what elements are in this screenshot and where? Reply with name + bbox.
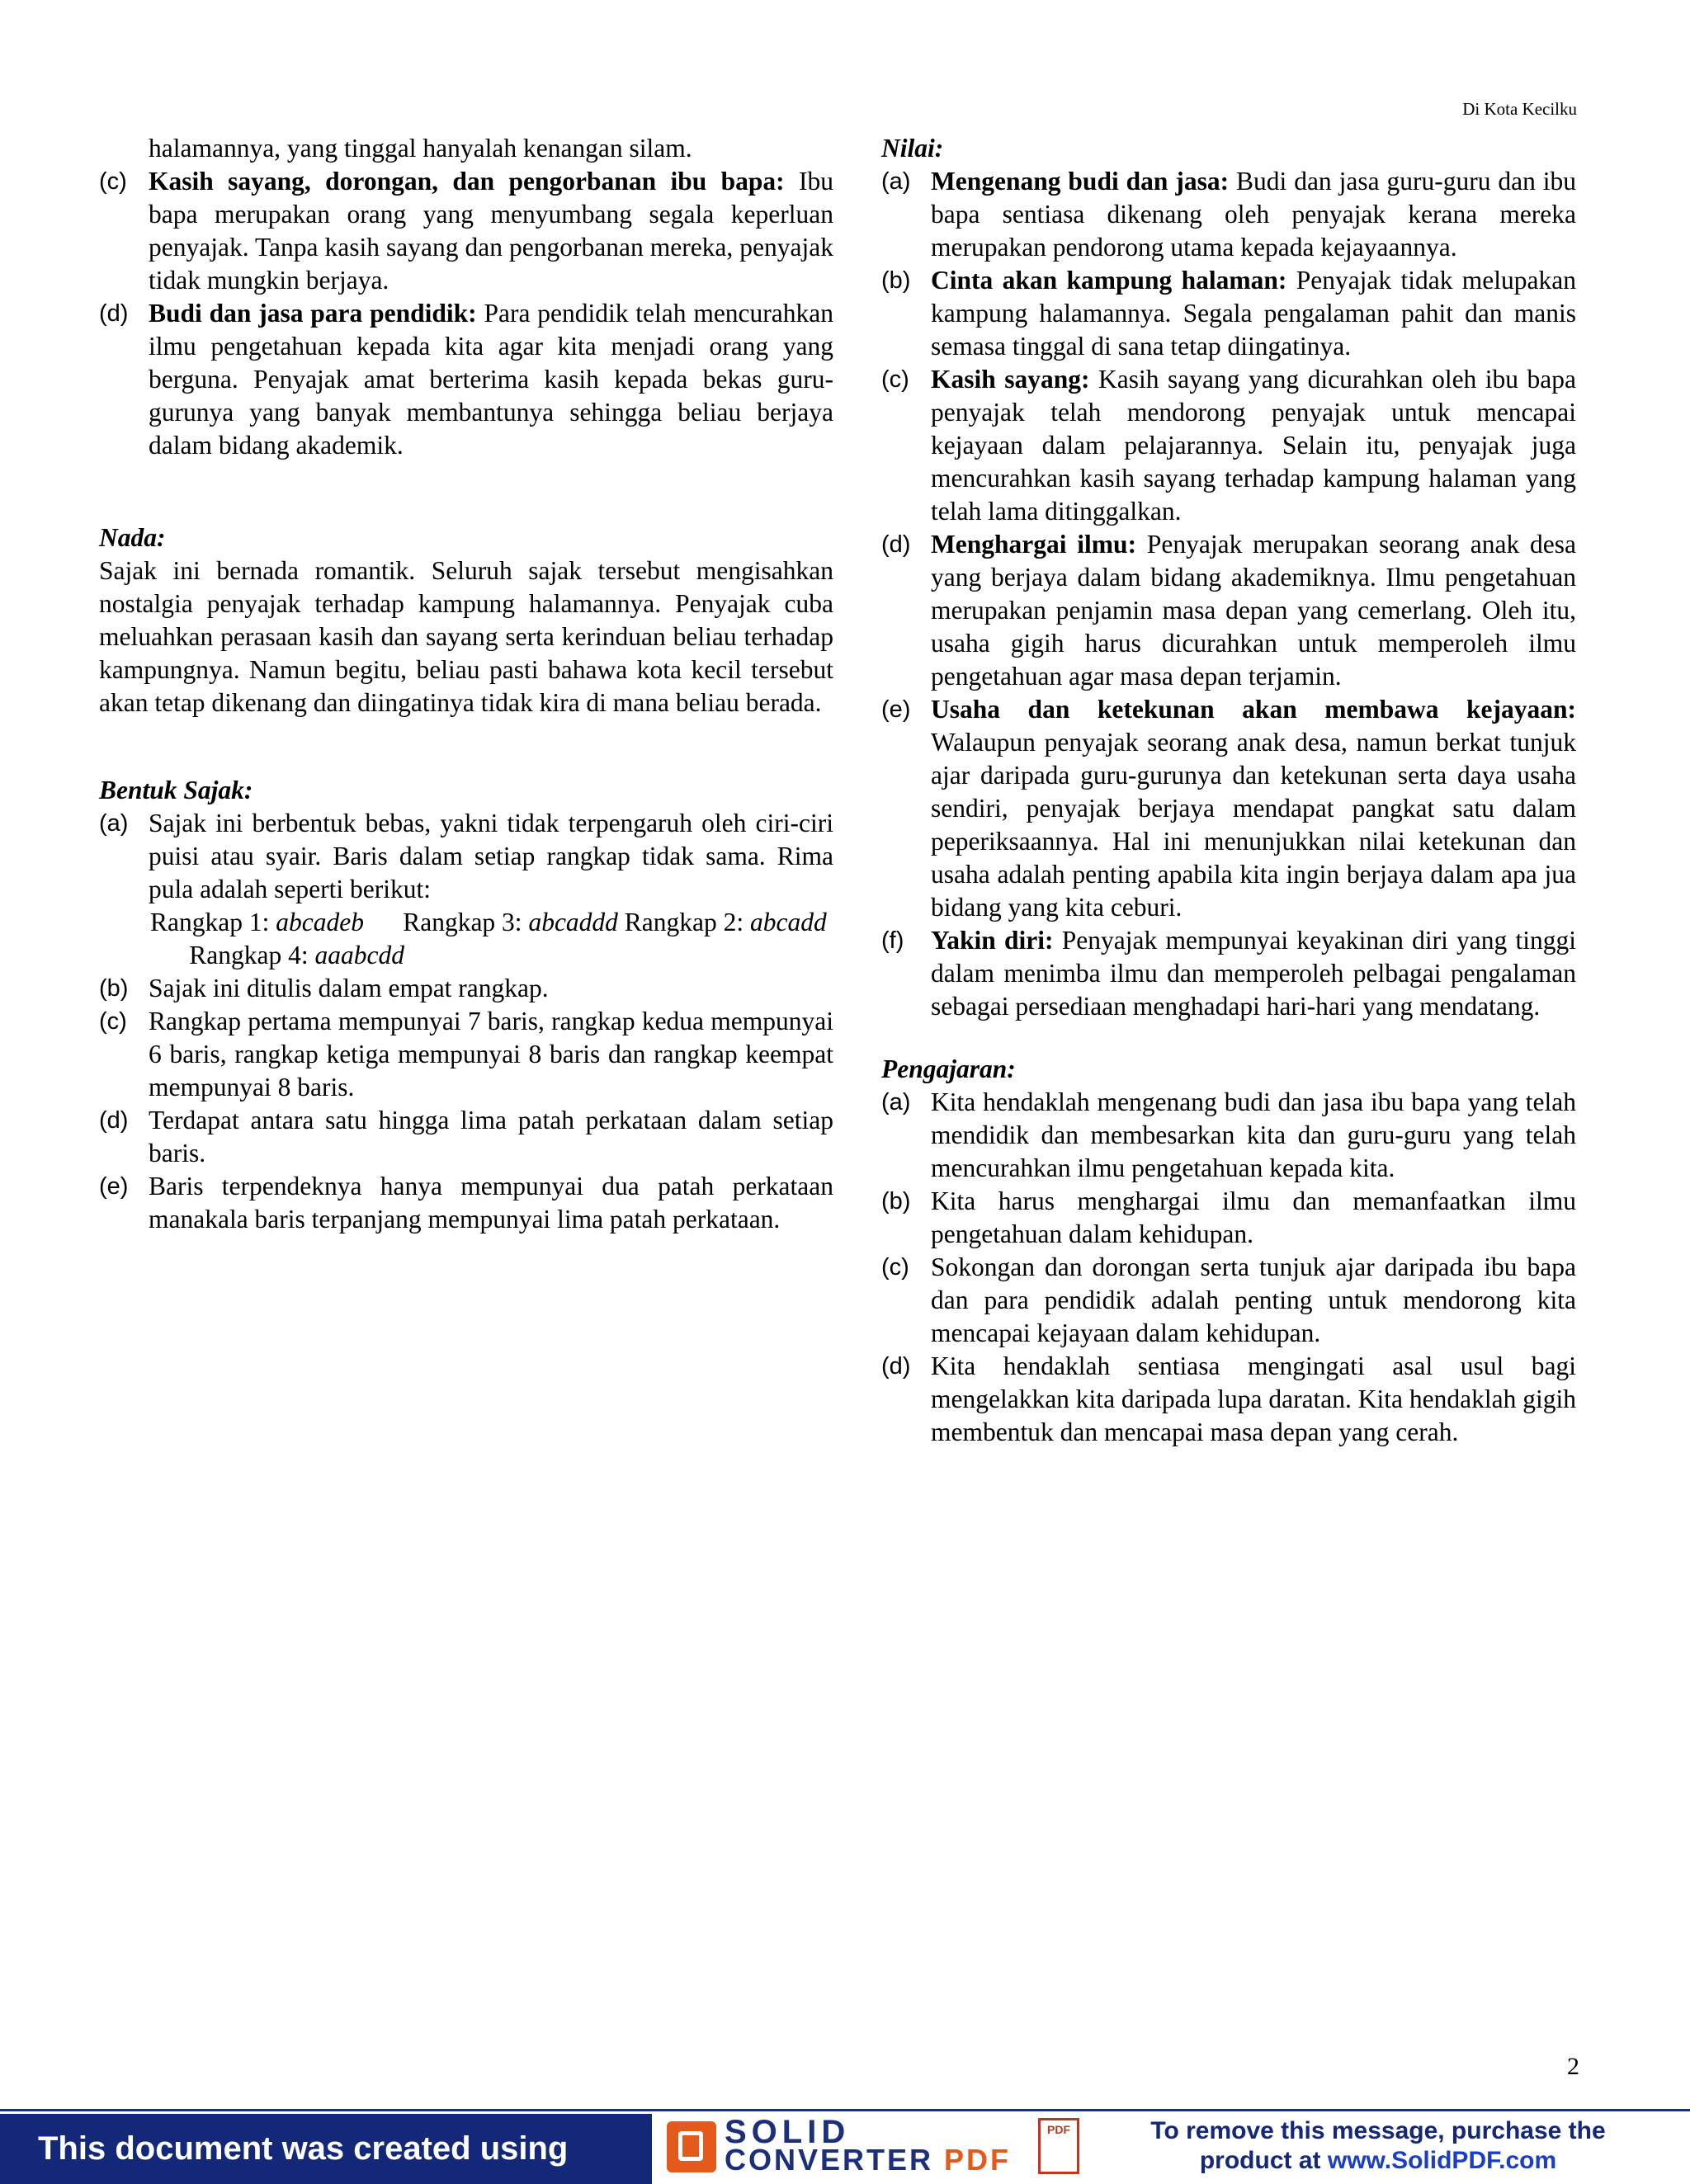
logo-converter: CONVERTER [725,2143,934,2177]
section-title-nada: Nada: [99,523,166,552]
rangkap-value: abcadeb [276,908,364,936]
list-item [881,1350,1576,1449]
solid-converter-logo [667,2114,1079,2181]
item-label: (d) [99,300,129,327]
list-item [881,363,1576,528]
item-label: (c) [881,366,909,393]
logo-pdf: PDF [944,2143,1012,2177]
item-text: Walaupun penyajak seorang anak desa, namun berkat tunjuk ajar daripada guru-gurunya dan ketekunan serta daya usaha sendiri, penyajak berjaya mendapat pangkat satu dalam peperiksaannya. Hal ini menunjukkan nilai ketekunan dan usaha adalah penting apabila kita ingin berjaya dalam apa jua bidang yang kita ceburi. [931,728,1576,922]
item-text: Sokongan dan dorongan serta tunjuk ajar daripada ibu bapa dan para pendidik adalah penting untuk mendorong kita mencapai kejayaan dalam kehidupan. [931,1252,1576,1347]
rangkap-label: Rangkap 4: [189,941,309,969]
item-label: (d) [99,1107,129,1134]
list-item [99,972,833,1005]
item-label: (c) [881,1254,909,1281]
item-text: Penyajak merupakan seorang anak desa yang berjaya dalam bidang akademiknya. Ilmu pengetahuan merupakan penjamin masa depan yang cemerlang. Oleh itu, usaha gigih harus dicurahkan untuk memperoleh ilmu pengetahuan agar masa depan terjamin. [931,530,1576,691]
banner-right-line-1: To remove this message, purchase the [1150,2117,1606,2144]
nada-paragraph: Sajak ini bernada romantik. Seluruh sajak tersebut mengisahkan nostalgia penyajak terhadap kampung halamannya. Penyajak cuba meluahkan perasaan kasih dan sayang serta kerinduan beliau terhadap kampungnya. Namun begitu, beliau pasti bahawa kota kecil tersebut akan tetap dikenang dan diingatinya tidak kira di mana beliau berada. [99,556,833,717]
section-title-nilai: Nilai: [881,134,944,163]
pdf-document-icon: PDF [1038,2118,1079,2174]
item-heading: Mengenang budi dan jasa: [931,167,1230,196]
item-heading: Cinta akan kampung halaman: [931,266,1287,295]
rangkap-value: abcadd [750,908,827,936]
section-title-bentuk-sajak: Bentuk Sajak: [99,776,253,804]
rangkap-label: Rangkap 2: [624,908,744,936]
list-item [99,297,833,462]
section-title-pengajaran: Pengajaran: [881,1054,1016,1083]
item-label: (b) [881,267,911,294]
right-column [881,132,1576,1449]
banner-right-prefix: product at [1199,2147,1321,2174]
item-heading: Kasih sayang: [931,365,1090,394]
list-item [881,528,1576,693]
logo-line-1: SOLID [725,2114,851,2150]
item-label: (a) [881,168,911,195]
list-item [99,1170,833,1236]
item-label: (c) [99,1008,127,1035]
item-text: Penyajak mempunyai keyakinan diri yang tinggi dalam menimba ilmu dan memperoleh pelbagai pengalaman sebagai persediaan menghadapi hari-hari yang mendatang. [931,926,1577,1021]
list-item [881,924,1576,1023]
rangkap-value: abcaddd [528,908,618,936]
list-item [99,165,833,297]
page-number: 2 [1567,2053,1579,2080]
list-item [881,1251,1576,1350]
list-item [881,264,1576,363]
converter-banner [0,2109,1690,2184]
item-text: Ibu bapa merupakan orang yang menyumbang segala keperluan penyajak. Tanpa kasih sayang dan pengorbanan mereka, penyajak tidak mungkin berjaya. [149,167,834,295]
list-item [881,1086,1576,1185]
item-text: Terdapat antara satu hingga lima patah perkataan dalam setiap baris. [149,1106,833,1167]
logo-mark-icon [667,2121,716,2172]
logo-text [725,2114,1012,2177]
continued-paragraph: halamannya, yang tinggal hanyalah kenangan silam. [149,134,692,163]
item-text: Baris terpendeknya hanya mempunyai dua patah perkataan manakala baris terpanjang mempunyai lima patah perkataan. [149,1172,833,1234]
item-heading: Yakin diri: [931,926,1054,955]
rangkap-label: Rangkap 3: [403,908,522,936]
item-heading: Usaha dan ketekunan akan membawa kejayaan: [931,695,1576,724]
list-item [881,693,1576,924]
left-column [99,132,833,1236]
logo-line-2 [725,2143,1012,2177]
item-label: (e) [881,696,911,723]
banner-left-text: This document was created using [0,2114,652,2184]
item-heading: Budi dan jasa para pendidik: [149,299,477,328]
item-heading: Menghargai ilmu: [931,530,1137,559]
item-text: Kita hendaklah sentiasa mengingati asal usul bagi mengelakkan kita daripada lupa daratan. Kita hendaklah gigih membentuk dan mencapai masa depan yang cerah. [931,1351,1576,1446]
item-text: Sajak ini berbentuk bebas, yakni tidak terpengaruh oleh ciri-ciri puisi atau syair. Baris dalam setiap rangkap tidak sama. Rima pula adalah seperti berikut: [149,809,833,903]
item-heading: Kasih sayang, dorongan, dan pengorbanan ibu bapa: [149,167,785,196]
item-text: Para pendidik telah mencurahkan ilmu pengetahuan kepada kita agar kita menjadi orang yang berguna. Penyajak amat berterima kasih kepada bekas guru-gurunya yang banyak membantunya sehingga beliau berjaya dalam bidang akademik. [149,299,833,460]
rhyme-scheme [99,906,833,972]
item-label: (a) [99,810,129,837]
list-item [99,807,833,906]
item-label: (e) [99,1173,129,1200]
item-label: (d) [881,1353,911,1380]
item-text: Kita hendaklah mengenang budi dan jasa ibu bapa yang telah mendidik dan membesarkan kita dan guru-guru yang telah mencurahkan ilmu pengetahuan kepada kita. [931,1087,1576,1182]
list-item [881,1185,1576,1251]
item-text: Penyajak tidak melupakan kampung halamannya. Segala pengalaman pahit dan manis semasa tinggal di sana tetap diingatinya. [931,266,1576,361]
banner-right-line-2 [1089,2146,1667,2176]
item-label: (f) [881,927,904,954]
running-title: Di Kota Kecilku [1462,99,1577,119]
item-label: (d) [881,531,911,558]
item-label: (b) [881,1188,911,1215]
rangkap-label: Rangkap 1: [150,908,270,936]
item-label: (a) [881,1089,911,1116]
list-item [99,1005,833,1104]
banner-right-text [1089,2116,1667,2176]
list-item [881,165,1576,264]
item-text: Kasih sayang yang dicurahkan oleh ibu bapa penyajak telah mendorong penyajak untuk mencapai kejayaan dalam pelajarannya. Selain itu, penyajak juga mencurahkan kasih sayang terhadap kampung halaman yang telah lama ditinggalkan. [931,365,1576,526]
solidpdf-link[interactable]: www.SolidPDF.com [1327,2147,1557,2174]
item-text: Budi dan jasa guru-guru dan ibu bapa sentiasa dikenang oleh penyajak kerana mereka merupakan pendorong utama kepada kejayaannya. [931,167,1577,262]
item-text: Rangkap pertama mempunyai 7 baris, rangkap kedua mempunyai 6 baris, rangkap ketiga mempunyai 8 baris dan rangkap keempat mempunyai 8 baris. [149,1007,833,1101]
list-item [99,1104,833,1170]
item-text: Kita harus menghargai ilmu dan memanfaatkan ilmu pengetahuan dalam kehidupan. [931,1186,1576,1248]
item-label: (b) [99,975,129,1002]
item-text: Sajak ini ditulis dalam empat rangkap. [149,974,549,1002]
item-label: (c) [99,168,127,195]
rangkap-value: aaabcdd [314,941,404,969]
